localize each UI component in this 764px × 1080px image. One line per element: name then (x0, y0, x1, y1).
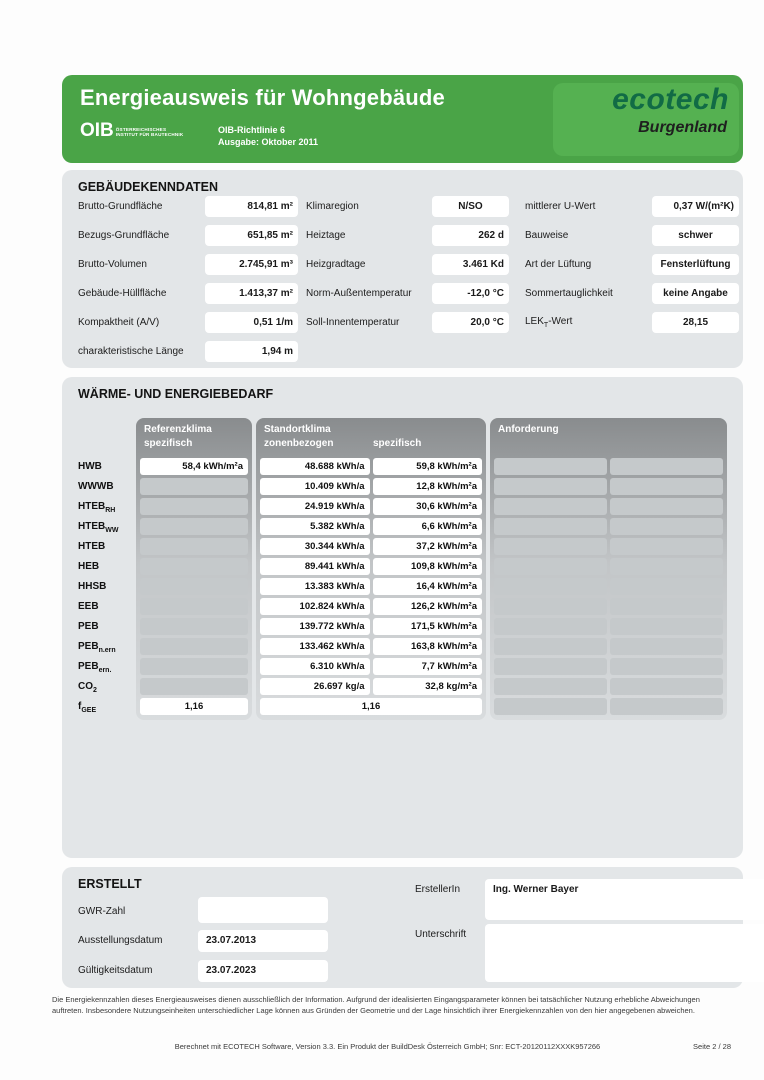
field-label: Bauweise (525, 230, 569, 241)
empty-cell (140, 598, 248, 615)
empty-cell (494, 518, 607, 535)
table-row (494, 658, 723, 675)
field-label: Heiztage (306, 230, 346, 241)
erstellerin-label: ErstellerIn (415, 884, 461, 895)
table-row (260, 498, 482, 515)
field-row (525, 283, 739, 304)
table-row (260, 458, 482, 475)
section-title-waerme: WÄRME- UND ENERGIEBEDARF (78, 387, 274, 401)
anforderung-cells (490, 458, 727, 715)
table-row (260, 478, 482, 495)
empty-cell (610, 678, 723, 695)
empty-cell (494, 578, 607, 595)
field-row (78, 196, 298, 217)
table-row (140, 498, 248, 515)
empty-cell (140, 558, 248, 575)
referenzklima-cells (136, 458, 252, 715)
empty-cell (494, 678, 607, 695)
field-value: 20,0 °C (432, 312, 509, 333)
field-label: Art der Lüftung (525, 259, 592, 270)
value-cell: 12,8 kWh/m²a (373, 478, 483, 495)
field-row (306, 225, 509, 246)
empty-cell (140, 538, 248, 555)
field-label: charakteristische Länge (78, 346, 184, 357)
field-row (306, 196, 509, 217)
field-value: 1,94 m (205, 341, 298, 362)
section-erstellt (62, 867, 743, 988)
empty-cell (494, 658, 607, 675)
table-row (494, 678, 723, 695)
spezifisch-label: spezifisch (373, 438, 422, 449)
table-row (494, 638, 723, 655)
energy-row-label: HTEB (78, 541, 106, 552)
value-cell: 109,8 kWh/m²a (373, 558, 483, 575)
ausstellungsdatum-field (198, 930, 328, 952)
empty-cell (494, 538, 607, 555)
value-cell: 58,4 kWh/m²a (140, 458, 248, 475)
oib-subtitle-line2: INSTITUT FÜR BAUTECHNIK (115, 132, 184, 138)
empty-cell (494, 618, 607, 635)
table-row (260, 518, 482, 535)
brand-name: ecotech (612, 83, 729, 116)
table-row (260, 638, 482, 655)
empty-cell (610, 518, 723, 535)
energy-row-label: PEB (78, 621, 99, 632)
richtlinie-line2: Ausgabe: Oktober 2011 (218, 137, 319, 147)
energy-row-label: $PEB_{n.ern}$ (78, 641, 116, 654)
empty-cell (140, 578, 248, 595)
value-cell: 1,16 (260, 698, 482, 715)
table-row (494, 478, 723, 495)
empty-cell (610, 538, 723, 555)
empty-cell (610, 578, 723, 595)
table-row (140, 558, 248, 575)
unterschrift-field (485, 924, 764, 982)
field-value: -12,0 °C (432, 283, 509, 304)
footer-page-number: Seite 2 / 28 (693, 1042, 731, 1051)
ecotech-logo (553, 83, 739, 156)
standortklima-cells (256, 458, 486, 715)
oib-richtlinie-text (218, 124, 318, 148)
field-value: 0,51 1/m (205, 312, 298, 333)
field-value: schwer (652, 225, 739, 246)
empty-cell (140, 478, 248, 495)
oib-subtitle-line1: ÖSTERREICHISCHES (115, 127, 167, 132)
table-row (260, 658, 482, 675)
empty-cell (610, 498, 723, 515)
value-cell: 89.441 kWh/a (260, 558, 370, 575)
empty-cell (140, 518, 248, 535)
footer-disclaimer: Die Energiekennzahlen dieses Energieausweises dienen ausschließlich der Information. Aufgrund der idealisierten Eingangsparameter können bei tatsächlicher Nutzung erhebliche Abweichungen auftreten. Insbesondere Nutzungseinheiten unterschiedlicher Lage können aus Gründen der Geometrie und der Lage hinsichtlich ihrer Energiekennzahlen von den hier angegebenen abweichen. (52, 995, 700, 1015)
value-cell: 102.824 kWh/a (260, 598, 370, 615)
value-cell: 37,2 kWh/m²a (373, 538, 483, 555)
energy-row-label: $CO_2$ (78, 681, 97, 694)
empty-cell (494, 638, 607, 655)
standortklima-label: Standortklima (264, 424, 331, 435)
field-value: 1.413,37 m² (205, 283, 298, 304)
value-cell: 126,2 kWh/m²a (373, 598, 483, 615)
gueltigkeitsdatum-field (198, 960, 328, 982)
building-fields-column-3 (525, 196, 739, 341)
value-cell: 30.344 kWh/a (260, 538, 370, 555)
field-label: $LEK_T$-Wert (525, 316, 573, 329)
field-value: 262 d (432, 225, 509, 246)
column-header-anforderung (490, 418, 727, 458)
table-row (140, 638, 248, 655)
empty-cell (610, 658, 723, 675)
building-fields-column-2 (306, 196, 509, 341)
gueltigkeitsdatum-label: Gültigkeitsdatum (78, 965, 153, 976)
value-cell: 59,8 kWh/m²a (373, 458, 483, 475)
energy-row-label: HEB (78, 561, 100, 572)
empty-cell (610, 478, 723, 495)
table-row (260, 618, 482, 635)
section-title-erstellt: ERSTELLT (78, 877, 142, 891)
unterschrift-label: Unterschrift (415, 929, 467, 940)
gwr-zahl-field (198, 897, 328, 923)
value-cell: 13.383 kWh/a (260, 578, 370, 595)
zonenbezogen-label: zonenbezogen (264, 438, 334, 449)
column-group-anforderung (490, 418, 727, 720)
table-row (140, 678, 248, 695)
table-row (140, 458, 248, 475)
table-row (140, 698, 248, 715)
field-label: mittlerer U-Wert (525, 201, 596, 212)
value-cell: 30,6 kWh/m²a (373, 498, 483, 515)
table-row (260, 678, 482, 695)
energy-row-label: EEB (78, 601, 99, 612)
table-row (140, 598, 248, 615)
richtlinie-line1: OIB-Richtlinie 6 (218, 125, 286, 135)
field-row (525, 254, 739, 275)
table-row (260, 698, 482, 715)
table-row (260, 598, 482, 615)
anforderung-label: Anforderung (498, 424, 559, 435)
erstellerin-field (485, 879, 764, 920)
empty-cell (140, 618, 248, 635)
table-row (494, 538, 723, 555)
value-cell: 163,8 kWh/m²a (373, 638, 483, 655)
building-fields-column-1 (78, 196, 298, 370)
empty-cell (494, 458, 607, 475)
table-row (140, 618, 248, 635)
empty-cell (610, 558, 723, 575)
empty-cell (494, 478, 607, 495)
field-row (78, 225, 298, 246)
field-row (78, 312, 298, 333)
energy-row-label: $HTEB_{WW}$ (78, 521, 119, 534)
value-cell: 171,5 kWh/m²a (373, 618, 483, 635)
field-row (306, 254, 509, 275)
section-gebaeudekenndaten (62, 170, 743, 368)
field-row (78, 341, 298, 362)
field-label: Sommertauglichkeit (525, 288, 613, 299)
field-label: Klimaregion (306, 201, 359, 212)
energy-row-label: HHSB (78, 581, 107, 592)
column-header-standortklima (256, 418, 486, 458)
energy-row-label: $HTEB_{RH}$ (78, 501, 116, 514)
value-cell: 6,6 kWh/m²a (373, 518, 483, 535)
empty-cell (610, 618, 723, 635)
energy-row-label: WWWB (78, 481, 114, 492)
brand-region: Burgenland (638, 119, 727, 136)
field-label: Kompaktheit (A/V) (78, 317, 160, 328)
field-label: Norm-Außentemperatur (306, 288, 412, 299)
energy-row-label: $PEB_{ern.}$ (78, 661, 112, 674)
energy-row-label: $f_{GEE}$ (78, 701, 97, 714)
energy-row-label: HWB (78, 461, 102, 472)
empty-cell (140, 638, 248, 655)
energy-row-labels (78, 458, 134, 718)
empty-cell (610, 458, 723, 475)
empty-cell (494, 698, 607, 715)
oib-logo (80, 121, 183, 140)
value-cell: 24.919 kWh/a (260, 498, 370, 515)
field-row (78, 254, 298, 275)
empty-cell (140, 658, 248, 675)
field-row (306, 312, 509, 333)
erstellerin-value: Ing. Werner Bayer (493, 884, 579, 895)
field-label: Bezugs-Grundfläche (78, 230, 170, 241)
field-value: Fensterlüftung (652, 254, 739, 275)
field-row (306, 283, 509, 304)
field-value: keine Angabe (652, 283, 739, 304)
footer-generator: Berechnet mit ECOTECH Software, Version 3.3. Ein Produkt der BuildDesk Österreich GmbH; Snr: ECT-20120112XXXK957266 (174, 1042, 601, 1051)
table-row (260, 538, 482, 555)
field-value: 3.461 Kd (432, 254, 509, 275)
value-cell: 48.688 kWh/a (260, 458, 370, 475)
table-row (140, 538, 248, 555)
value-cell: 26.697 kg/a (260, 678, 370, 695)
value-cell: 10.409 kWh/a (260, 478, 370, 495)
empty-cell (494, 598, 607, 615)
header-bar (62, 75, 743, 163)
section-title-gebaeudekenndaten: GEBÄUDEKENNDATEN (78, 180, 219, 194)
empty-cell (494, 558, 607, 575)
value-cell: 133.462 kWh/a (260, 638, 370, 655)
table-row (494, 698, 723, 715)
page-title: Energieausweis für Wohngebäude (80, 85, 445, 110)
field-value: 0,37 W/(m²K) (652, 196, 739, 217)
oib-subtitle (116, 127, 184, 138)
empty-cell (494, 498, 607, 515)
field-row (78, 283, 298, 304)
section-waerme-energiebedarf (62, 377, 743, 858)
table-row (140, 478, 248, 495)
field-label: Soll-Innentemperatur (306, 317, 400, 328)
gueltigkeitsdatum-value: 23.07.2023 (206, 965, 257, 976)
field-row (525, 225, 739, 246)
field-value: 28,15 (652, 312, 739, 333)
referenzklima-label: Referenzklima (144, 424, 212, 435)
column-group-referenzklima (136, 418, 252, 720)
empty-cell (140, 498, 248, 515)
field-label: Brutto-Volumen (78, 259, 147, 270)
field-row (525, 312, 739, 333)
table-row (494, 558, 723, 575)
table-row (140, 578, 248, 595)
value-cell: 5.382 kWh/a (260, 518, 370, 535)
field-row (525, 196, 739, 217)
column-header-referenzklima (136, 418, 252, 458)
field-label: Heizgradtage (306, 259, 366, 270)
table-row (494, 618, 723, 635)
table-row (494, 458, 723, 475)
empty-cell (610, 698, 723, 715)
value-cell: 6.310 kWh/a (260, 658, 370, 675)
empty-cell (140, 678, 248, 695)
table-row (494, 498, 723, 515)
value-cell: 139.772 kWh/a (260, 618, 370, 635)
table-row (494, 598, 723, 615)
field-label: Brutto-Grundfläche (78, 201, 163, 212)
ausstellungsdatum-label: Ausstellungsdatum (78, 935, 163, 946)
field-value: 814,81 m² (205, 196, 298, 217)
field-value: 651,85 m² (205, 225, 298, 246)
standortklima-sublabels (264, 437, 486, 451)
footer-line (62, 1042, 743, 1051)
value-cell: 1,16 (140, 698, 248, 715)
table-row (140, 518, 248, 535)
value-cell: 16,4 kWh/m²a (373, 578, 483, 595)
oib-acronym: OIB (80, 120, 114, 141)
field-value: 2.745,91 m³ (205, 254, 298, 275)
field-value: N/SO (432, 196, 509, 217)
empty-cell (610, 638, 723, 655)
empty-cell (610, 598, 723, 615)
table-row (494, 578, 723, 595)
table-row (260, 578, 482, 595)
table-row (260, 558, 482, 575)
field-label: Gebäude-Hüllfläche (78, 288, 167, 299)
ausstellungsdatum-value: 23.07.2013 (206, 935, 257, 946)
gwr-zahl-label: GWR-Zahl (78, 906, 126, 917)
table-row (494, 518, 723, 535)
referenzklima-sublabel: spezifisch (144, 438, 193, 449)
table-row (140, 658, 248, 675)
value-cell: 7,7 kWh/m²a (373, 658, 483, 675)
column-group-standortklima (256, 418, 486, 720)
value-cell: 32,8 kg/m²a (373, 678, 483, 695)
